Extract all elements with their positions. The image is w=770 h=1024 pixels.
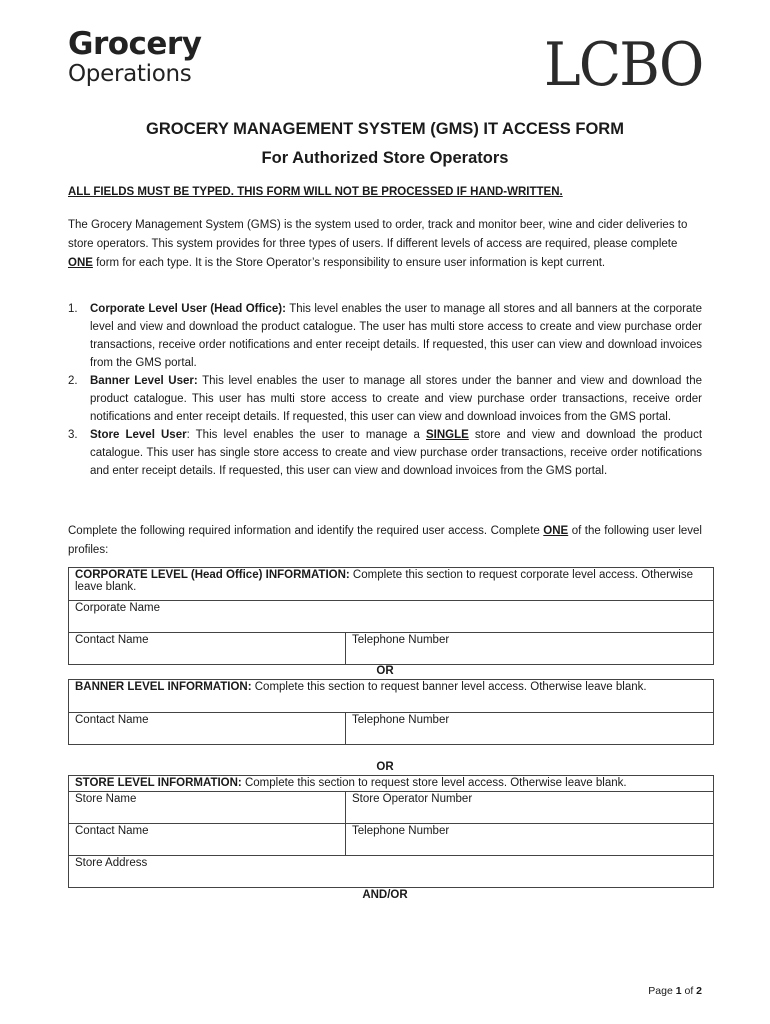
section-instruction: Complete this section to request banner level access. Otherwise leave blank. xyxy=(251,681,647,693)
complete-text-2: of the following user level profiles: xyxy=(68,525,702,556)
field-label: Telephone Number xyxy=(352,714,450,726)
list-number: 1. xyxy=(68,303,78,315)
and-or-separator: AND/OR xyxy=(362,889,408,901)
field-label: Contact Name xyxy=(75,825,149,837)
corporate-section xyxy=(68,567,714,665)
contact-name-field[interactable] xyxy=(69,824,346,856)
level-text: : This level enables the user to manage a xyxy=(186,429,426,441)
intro-text-1: The Grocery Management System (GMS) is the system used to order, track and monitor beer, wine and cider deliveries to store operators. This system provides for three types of users. If different levels of access are required, please complete xyxy=(68,219,688,250)
store-heading-cell xyxy=(69,776,714,792)
form-subtitle: For Authorized Store Operators xyxy=(261,149,509,167)
field-label: Contact Name xyxy=(75,634,149,646)
section-heading: BANNER LEVEL INFORMATION: xyxy=(75,681,252,693)
store-section xyxy=(68,775,714,888)
page-of: of xyxy=(681,985,697,997)
page-label: Page xyxy=(648,985,676,997)
list-item xyxy=(68,426,702,480)
page-number xyxy=(648,985,702,997)
level-emphasis: SINGLE xyxy=(426,429,469,441)
field-label: Store Operator Number xyxy=(352,793,473,805)
banner-section xyxy=(68,679,714,745)
intro-paragraph xyxy=(68,216,702,273)
or-separator: OR xyxy=(376,761,394,773)
field-label: Store Name xyxy=(75,793,137,805)
field-label: Telephone Number xyxy=(352,634,450,646)
grocery-operations-logo xyxy=(68,28,201,87)
telephone-field[interactable] xyxy=(346,713,714,745)
contact-name-field[interactable] xyxy=(69,633,346,665)
telephone-field[interactable] xyxy=(346,633,714,665)
list-number: 2. xyxy=(68,375,78,387)
typed-warning: ALL FIELDS MUST BE TYPED. THIS FORM WILL NOT BE PROCESSED IF HAND-WRITTEN. xyxy=(68,186,563,198)
list-number: 3. xyxy=(68,429,78,441)
or-separator: OR xyxy=(376,665,394,677)
user-level-list xyxy=(68,300,702,480)
list-item xyxy=(68,300,702,372)
complete-instruction xyxy=(68,522,702,560)
page-current: 1 xyxy=(675,985,682,997)
corporate-heading-cell xyxy=(69,568,714,601)
list-item xyxy=(68,372,702,426)
level-label: Store Level User xyxy=(90,429,187,441)
corporate-name-field[interactable] xyxy=(69,601,714,633)
level-text: This level enables the user to manage all stores under the banner and view and download the product catalogue. This user has multi store access to create and view purchase order transactions, receive order notifications and enter receipt details. If requested, this user can view and download invoices from the GMS portal. xyxy=(90,375,703,423)
section-instruction: Complete this section to request store level access. Otherwise leave blank. xyxy=(241,777,627,789)
logo-line-2: Operations xyxy=(68,61,192,87)
field-label: Store Address xyxy=(75,857,148,869)
store-name-field[interactable] xyxy=(69,792,346,824)
level-text-end: store and view and download the product catalogue. This user has single store access to create and view purchase order transactions, receive order notifications and enter receipt details. If requested, this user can view and download invoices from the GMS portal. xyxy=(90,429,703,477)
section-heading: STORE LEVEL INFORMATION: xyxy=(75,777,242,789)
form-title: GROCERY MANAGEMENT SYSTEM (GMS) IT ACCESS FORM xyxy=(146,120,624,138)
store-address-field[interactable] xyxy=(69,856,714,888)
intro-emphasis: ONE xyxy=(68,257,93,269)
store-operator-number-field[interactable] xyxy=(346,792,714,824)
level-label: Banner Level User: xyxy=(90,375,198,387)
complete-emphasis: ONE xyxy=(543,525,569,537)
logo-line-1: Grocery xyxy=(68,26,202,62)
contact-name-field[interactable] xyxy=(69,713,346,745)
level-label: Corporate Level User (Head Office): xyxy=(90,303,286,315)
level-text: This level enables the user to manage all stores and all banners at the corporate level and view and download the product catalogue. The user has multi store access to create and view purchase order transactions, receive order notifications and enter receipt details. If requested, this user can view and download invoices from the GMS portal. xyxy=(90,303,702,369)
complete-text-1: Complete the following required information and identify the required user access. Complete xyxy=(68,525,544,537)
field-label: Telephone Number xyxy=(352,825,450,837)
section-instruction: Complete this section to request corporate level access. Otherwise leave blank. xyxy=(75,569,693,593)
banner-heading-cell xyxy=(69,680,714,713)
telephone-field[interactable] xyxy=(346,824,714,856)
field-label: Corporate Name xyxy=(75,602,161,614)
lcbo-logo: LCBO xyxy=(544,30,703,100)
intro-text-2: form for each type. It is the Store Operator’s responsibility to ensure user information is kept current. xyxy=(92,257,606,269)
page-total: 2 xyxy=(696,985,702,997)
section-heading: CORPORATE LEVEL (Head Office) INFORMATION: xyxy=(75,569,350,581)
field-label: Contact Name xyxy=(75,714,149,726)
